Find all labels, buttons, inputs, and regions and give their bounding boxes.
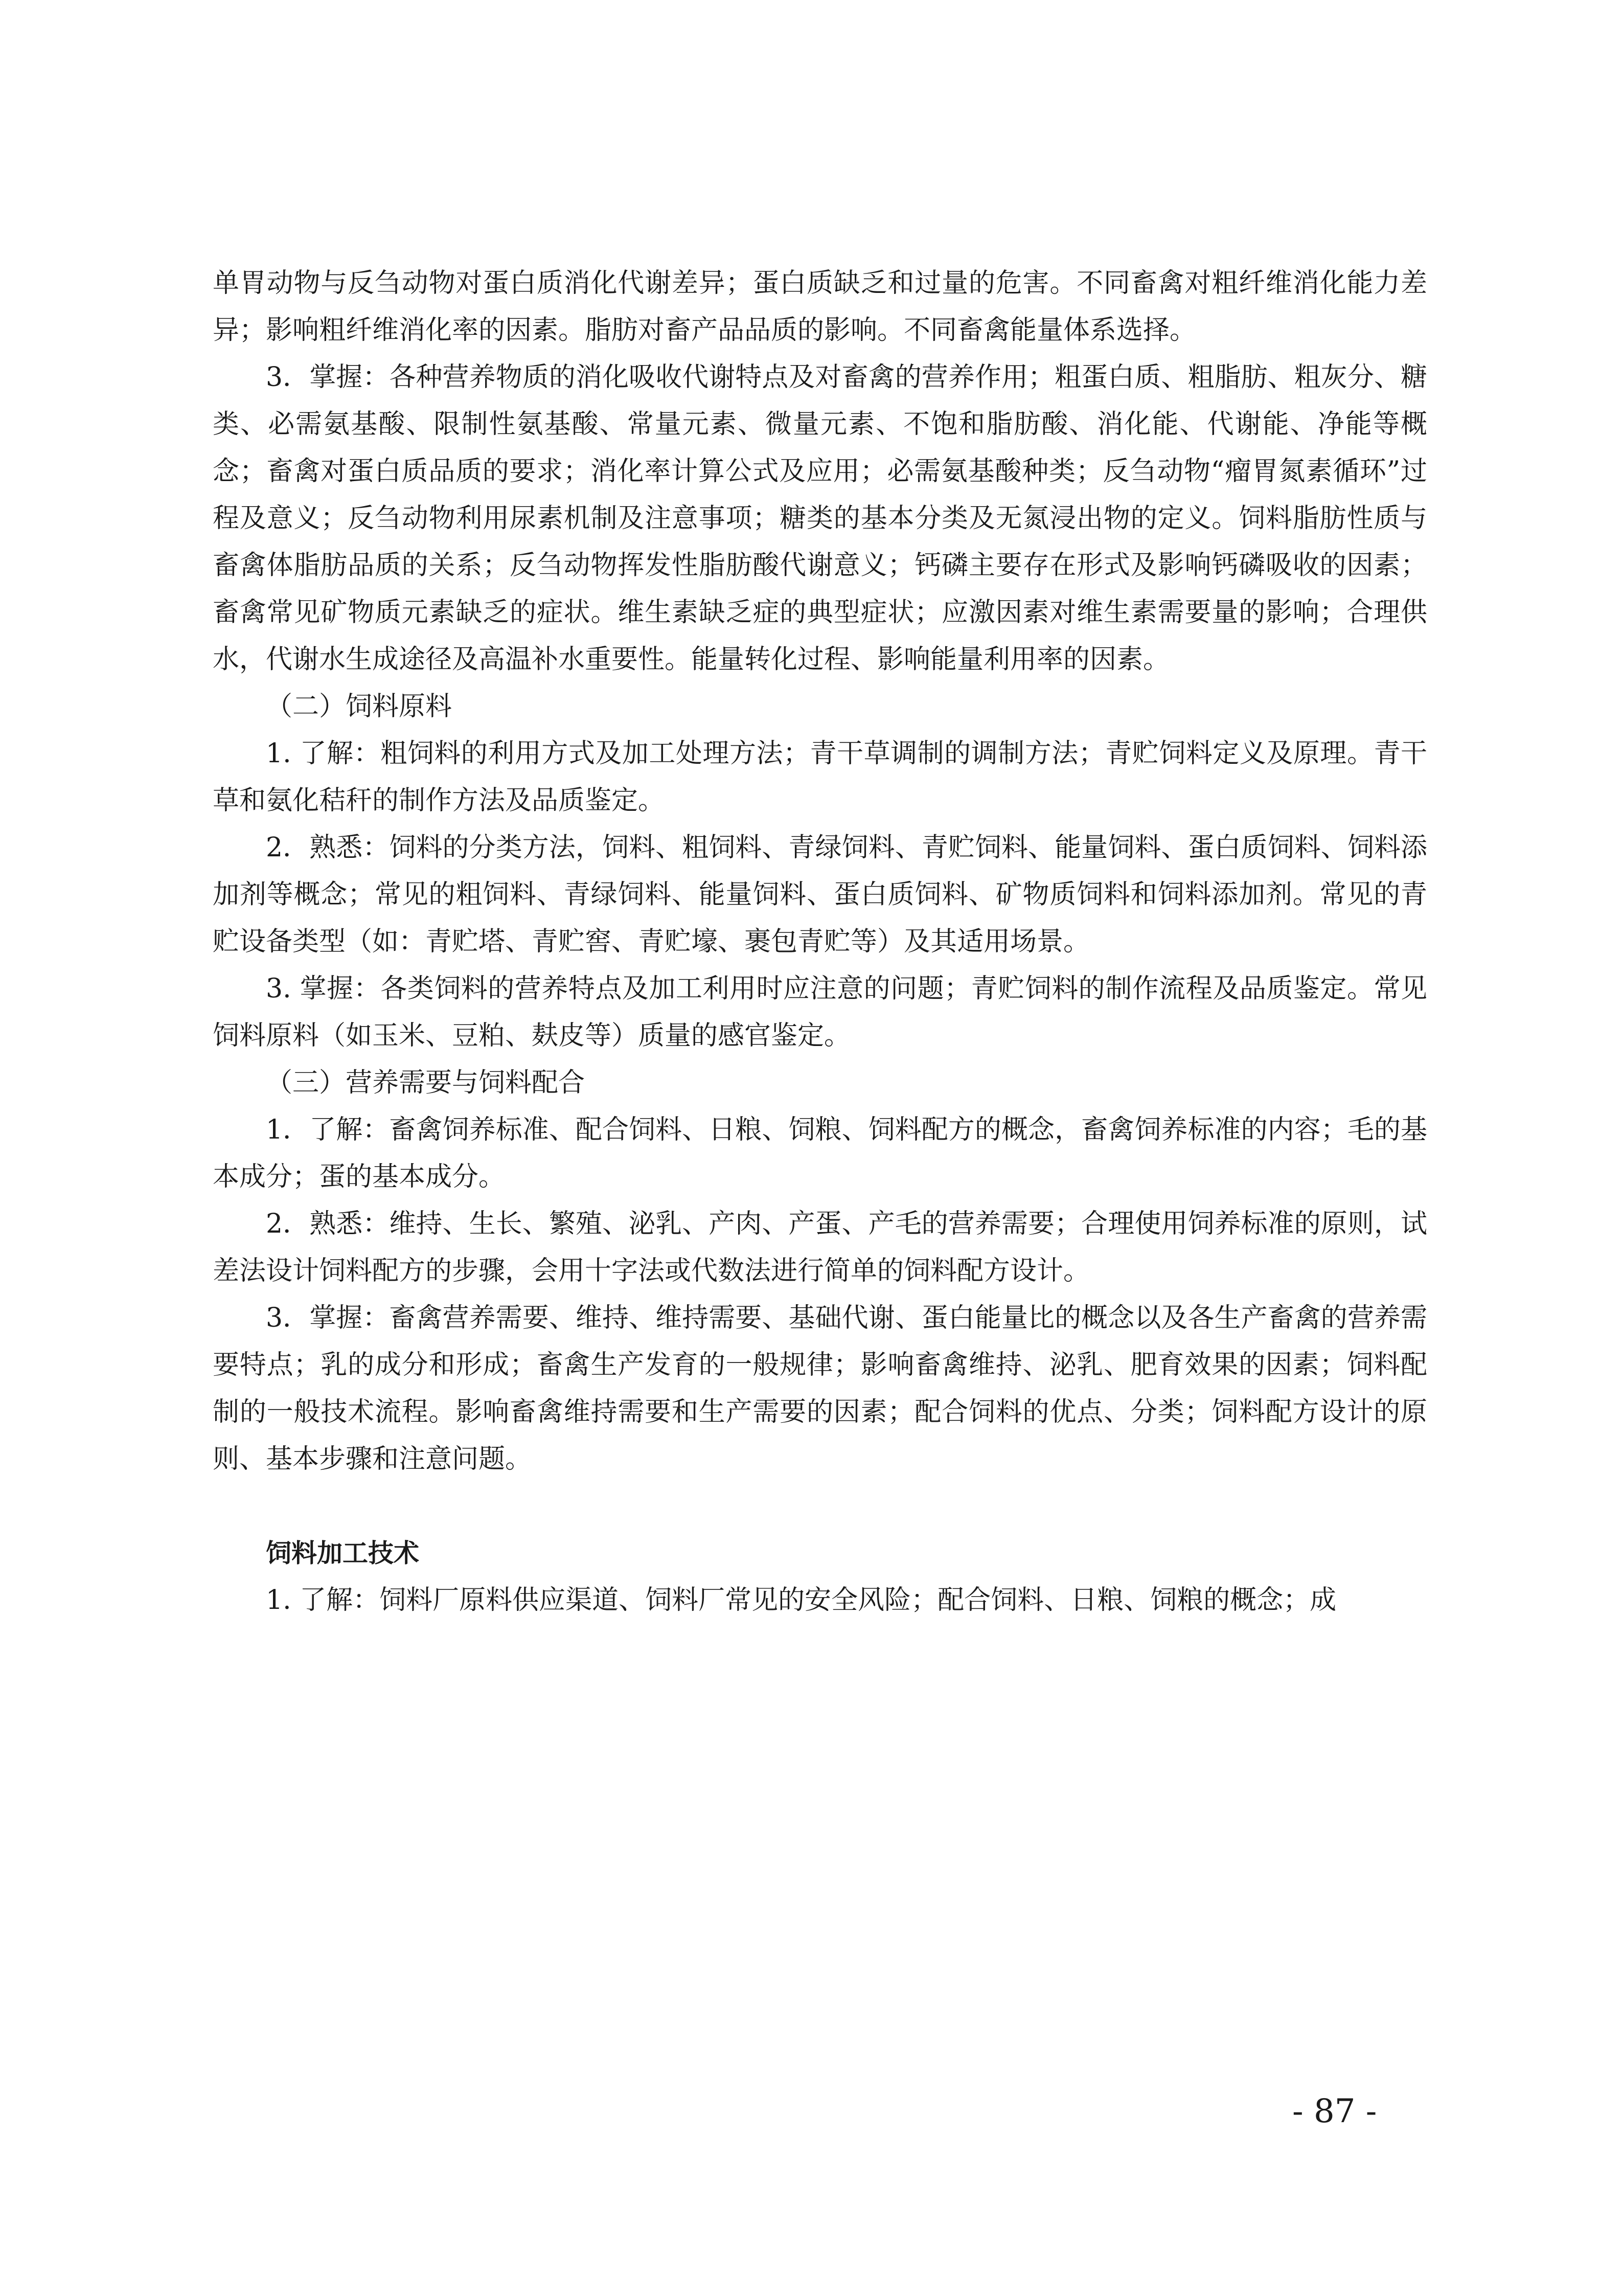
paragraph-understand-roughage: 1. 了解：粗饲料的利用方式及加工处理方法；青干草调制的调制方法；青贮饲料定义及原理。青干草和氨化秸秆的制作方法及品质鉴定。 (213, 738, 1427, 816)
paragraph-understand-feeding-standard: 1．了解：畜禽饲养标准、配合饲料、日粮、饲粮、饲料配方的概念，畜禽饲养标准的内容；毛的基本成分；蛋的基本成分。 (213, 1115, 1427, 1192)
paragraph-continuation: 单胃动物与反刍动物对蛋白质消化代谢差异；蛋白质缺乏和过量的危害。不同畜禽对粗纤维消化能力差异；影响粗纤维消化率的因素。脂肪对畜产品品质的影响。不同畜禽能量体系选择。 (213, 268, 1427, 346)
paragraph-feed-processing-understand: 1. 了解：饲料厂原料供应渠道、饲料厂常见的安全风险；配合饲料、日粮、饲粮的概念；成 (266, 1585, 1337, 1616)
paragraph-master-requirements: 3．掌握：畜禽营养需要、维持、维持需要、基础代谢、蛋白能量比的概念以及各生产畜禽的营养需要特点；乳的成分和形成；畜禽生产发育的一般规律；影响畜禽维持、泌乳、肥育效果的因素；饲料配制的一般技术流程。影响畜禽维持需要和生产需要的因素；配合饲料的优点、分类；饲料配方设计的原则、基本步骤和注意问题。 (213, 1303, 1427, 1474)
paragraph-master-feed-features: 3. 掌握：各类饲料的营养特点及加工利用时应注意的问题；青贮饲料的制作流程及品质鉴定。常见饲料原料（如玉米、豆粕、麸皮等）质量的感官鉴定。 (213, 973, 1427, 1051)
paragraph-master-nutrition: 3．掌握：各种营养物质的消化吸收代谢特点及对畜禽的营养作用；粗蛋白质、粗脂肪、粗灰分、糖类、必需氨基酸、限制性氨基酸、常量元素、微量元素、不饱和脂肪酸、消化能、代谢能、净能等概念；畜禽对蛋白质品质的要求；消化率计算公式及应用；必需氨基酸种类；反刍动物“瘤胃氮素循环”过程及意义；反刍动物利用尿素机制及注意事项；糖类的基本分类及无氮浸出物的定义。饲料脂肪性质与畜禽体脂肪品质的关系；反刍动物挥发性脂肪酸代谢意义；钙磷主要存在形式及影响钙磷吸收的因素；畜禽常见矿物质元素缺乏的症状。维生素缺乏症的典型症状；应激因素对维生素需要量的影响；合理供水，代谢水生成途径及高温补水重要性。能量转化过程、影响能量利用率的因素。 (213, 362, 1427, 675)
paragraph-familiar-feed-classification: 2．熟悉：饲料的分类方法，饲料、粗饲料、青绿饲料、青贮饲料、能量饲料、蛋白质饲料、饲料添加剂等概念；常见的粗饲料、青绿饲料、能量饲料、蛋白质饲料、矿物质饲料和饲料添加剂。常见的青贮设备类型（如：青贮塔、青贮窖、青贮壕、裹包青贮等）及其适用场景。 (213, 832, 1427, 957)
subheading-nutrition-requirements: （三）营养需要与饲料配合 (266, 1067, 585, 1098)
subheading-feed-ingredients: （二）饲料原料 (266, 691, 452, 722)
section-gap (213, 1483, 1427, 1530)
paragraph-familiar-requirements: 2．熟悉：维持、生长、繁殖、泌乳、产肉、产蛋、产毛的营养需要；合理使用饲养标准的原则，试差法设计饲料配方的步骤，会用十字法或代数法进行简单的饲料配方设计。 (213, 1209, 1427, 1286)
document-body (213, 260, 1427, 1624)
page-number: - 87 - (1292, 2093, 1377, 2130)
section-heading-feed-processing: 饲料加工技术 (266, 1538, 419, 1568)
